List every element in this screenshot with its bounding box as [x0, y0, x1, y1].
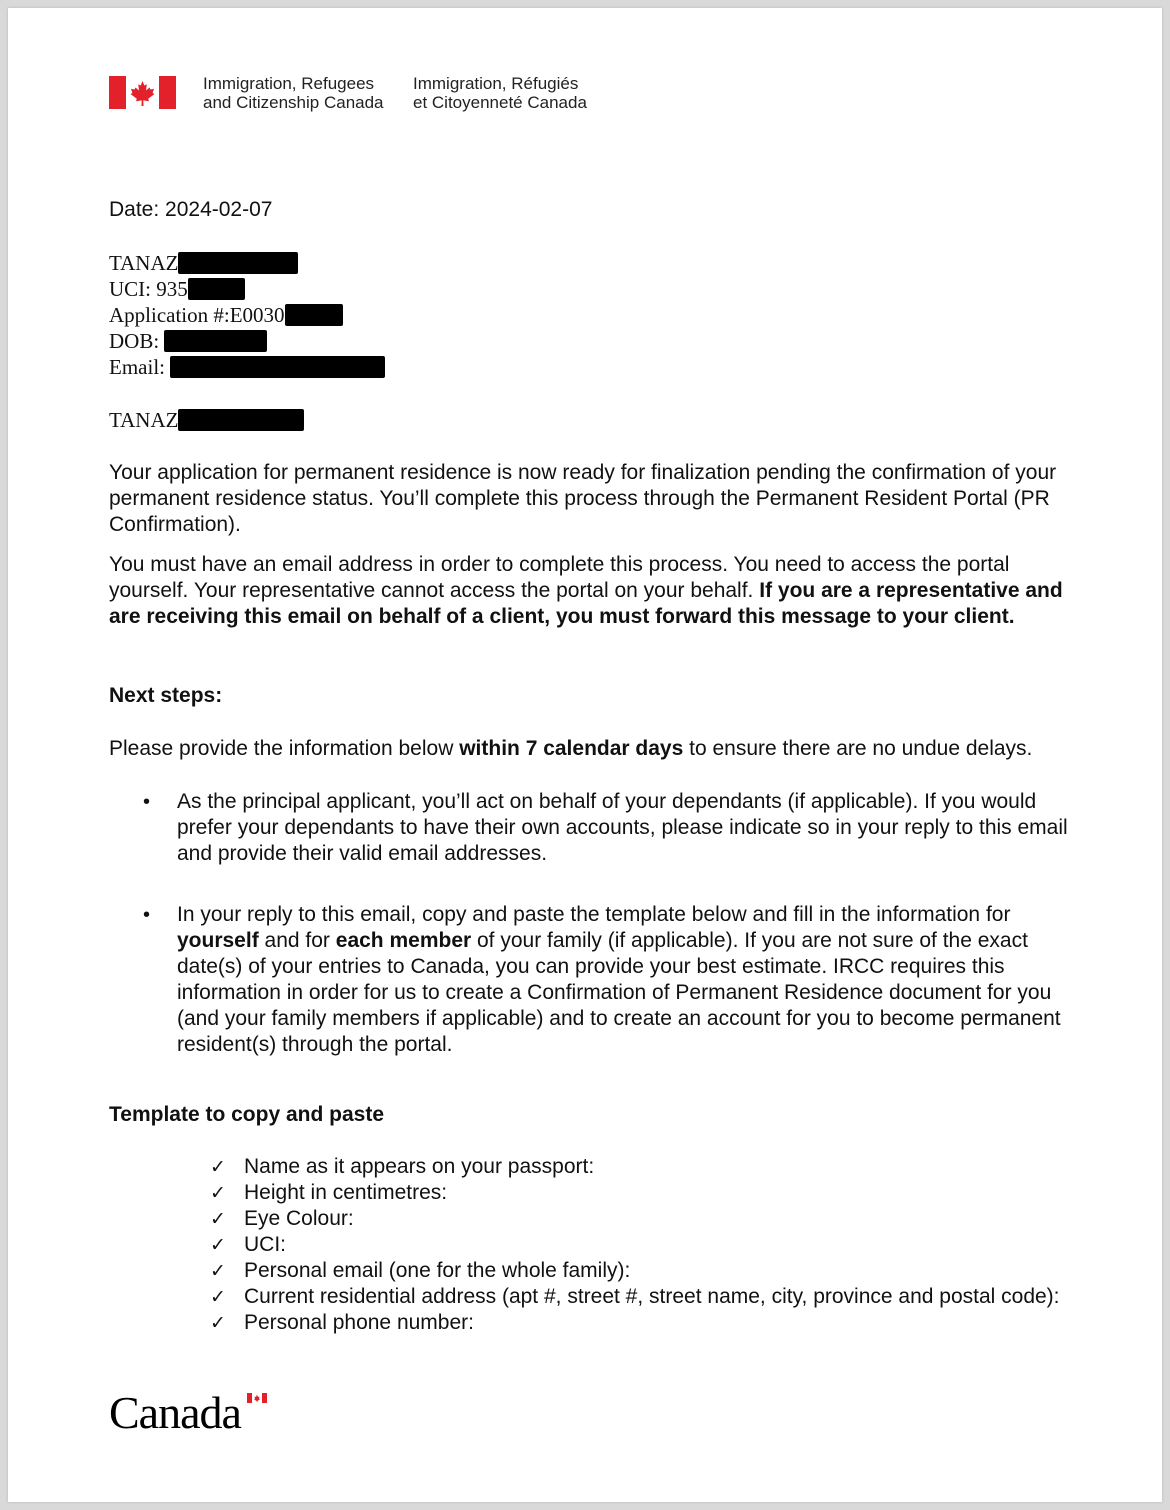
application-number: Application #:E0030	[109, 303, 285, 327]
redaction-bar	[188, 278, 245, 300]
list-item	[210, 1206, 1070, 1232]
email-line	[109, 354, 385, 380]
checkmark-icon: ✓	[210, 1286, 226, 1308]
list-item	[109, 789, 1069, 867]
template-heading	[109, 1102, 1064, 1128]
canada-wordmark-logo: Canada	[109, 1387, 241, 1438]
template-item-label: Personal email (one for the whole family):	[244, 1259, 631, 1282]
instruction-template-c: of your family (if applicable). If you are not sure of the exact date(s) of your entries to Canada, you can provide your best estimate. IRCC requires this information in order for us to create a Confirmation of Permanent Residence document for you (and your family members if applicable) and to create an account for you to become permanent resident(s) through the portal.	[177, 929, 1061, 1056]
paragraph-application-ready: Your application for permanent residence is now ready for finalization pending the confirmation of your permanent residence status. You’ll complete this process through the Permanent Resident Portal (PR Confirmation).	[109, 461, 1057, 536]
bullet-icon: •	[143, 904, 151, 926]
applicant-name: TANAZ	[109, 251, 179, 275]
department-fr-line2: et Citoyenneté Canada	[413, 93, 587, 112]
template-item-label: Name as it appears on your passport:	[244, 1155, 595, 1178]
department-fr-line1: Immigration, Réfugiés	[413, 74, 579, 93]
template-heading-text: Template to copy and paste	[109, 1103, 384, 1126]
instruction-each-member: each member	[335, 929, 472, 952]
redaction-bar	[285, 304, 343, 326]
instruction-yourself: yourself	[177, 929, 259, 952]
template-item-label: Eye Colour:	[244, 1207, 354, 1230]
uci-value: UCI: 935	[109, 277, 188, 301]
instructions-list-2	[109, 902, 1069, 1058]
checkmark-icon: ✓	[210, 1182, 226, 1204]
applicant-name-line	[109, 250, 298, 276]
department-en-line1: Immigration, Refugees	[203, 74, 375, 93]
checkmark-icon: ✓	[210, 1208, 226, 1230]
template-item-label: Current residential address (apt #, street #, street name, city, province and postal code):	[244, 1285, 1060, 1308]
instruction-template-a: In your reply to this email, copy and paste the template below and fill in the information for	[177, 903, 1011, 926]
salutation-line	[109, 407, 304, 433]
letter-date: Date: 2024-02-07	[109, 198, 273, 221]
paragraph-deadline-text-b: to ensure there are no undue delays.	[683, 737, 1033, 760]
checkmark-icon: ✓	[210, 1312, 226, 1334]
paragraph-email-requirement	[109, 552, 1064, 630]
canada-flag-icon	[109, 76, 176, 109]
paragraph-deadline-text-a: Please provide the information below	[109, 737, 460, 760]
list-item	[210, 1180, 1070, 1206]
instruction-dependants: As the principal applicant, you’ll act on behalf of your dependants (if applicable). If you would prefer your dependants to have their own accounts, please indicate so in your reply to this email and provide their valid email addresses.	[177, 790, 1068, 865]
next-steps-heading	[109, 683, 1064, 709]
checkmark-icon: ✓	[210, 1234, 226, 1256]
redaction-bar	[178, 409, 304, 431]
list-item	[210, 1154, 1070, 1180]
paragraph-deadline	[109, 736, 1064, 762]
list-item	[210, 1284, 1070, 1310]
redaction-bar	[164, 330, 267, 352]
template-item-label: UCI:	[244, 1233, 286, 1256]
template-item-label: Personal phone number:	[244, 1311, 474, 1334]
dob-line	[109, 328, 267, 354]
dob-label: DOB:	[109, 329, 160, 353]
department-en-line2: and Citizenship Canada	[203, 93, 384, 112]
department-name-french	[413, 74, 587, 112]
redaction-bar	[170, 356, 385, 378]
instruction-template-b: and for	[258, 929, 336, 952]
template-item-label: Height in centimetres:	[244, 1181, 448, 1204]
application-number-line	[109, 302, 343, 328]
list-item	[210, 1232, 1070, 1258]
paragraph-email-requirement-text: You must have an email address in order to complete this process. You need to access the portal yourself. Your representative cannot access the portal on your behalf.	[109, 553, 1010, 602]
department-name-english	[203, 74, 384, 112]
letter-page	[8, 8, 1162, 1502]
list-item	[109, 902, 1069, 1058]
bullet-icon: •	[143, 791, 151, 813]
email-label: Email:	[109, 355, 165, 379]
uci-line	[109, 276, 245, 302]
checkmark-icon: ✓	[210, 1260, 226, 1282]
instructions-list	[109, 789, 1069, 867]
template-checklist	[210, 1154, 1070, 1336]
representative-notice: If you are a representative and are receiving this email on behalf of a client, you must forward this message to your client.	[109, 579, 1063, 628]
list-item	[210, 1310, 1070, 1336]
deadline-days: within 7 calendar days	[459, 737, 684, 760]
redaction-bar	[178, 252, 298, 274]
next-steps-heading-text: Next steps:	[109, 684, 223, 707]
checkmark-icon: ✓	[210, 1156, 226, 1178]
list-item	[210, 1258, 1070, 1284]
salutation-name: TANAZ	[109, 408, 179, 432]
wordmark-flag-icon	[247, 1393, 267, 1403]
